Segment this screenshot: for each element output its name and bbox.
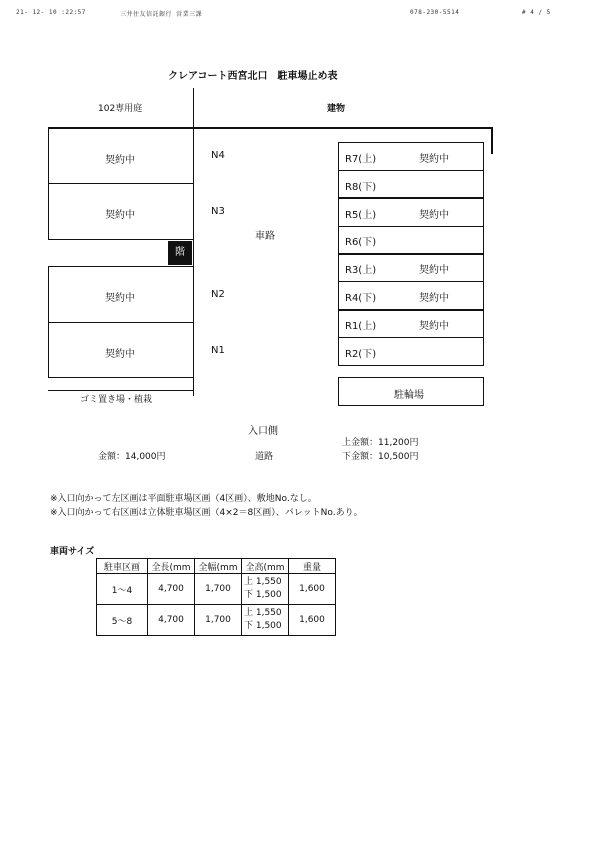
vehicle-size-table — [96, 558, 336, 636]
note-left-area: ※入口向かって左区画は平面駐車場区画（4区画）、敷地No.なし。 — [50, 494, 317, 504]
fax-page: # 4 / 5 — [522, 9, 551, 16]
column-header: 駐車区画 — [97, 559, 148, 574]
space-status-r7: 契約中 — [419, 154, 449, 165]
row-divider — [338, 170, 484, 171]
space-id-r4[interactable]: R4(下) — [345, 293, 377, 304]
height-lower: 下 1,500 — [244, 590, 282, 600]
vehicle-size-title: 車両サイズ — [50, 547, 95, 557]
space-id-r7[interactable]: R7(上) — [345, 154, 377, 165]
driveway-label: 車路 — [255, 231, 275, 242]
pallet-divider — [338, 309, 484, 311]
height-upper: 上 1,550 — [244, 608, 282, 618]
weight-cell: 1,600 — [289, 605, 336, 636]
column-header: 全高(mm — [242, 559, 289, 574]
space-id-n2: N2 — [211, 289, 225, 300]
space-id-n3: N3 — [211, 206, 225, 217]
upper-price: 上金額：11,200円 — [342, 438, 419, 448]
section-cell: 1～4 — [97, 574, 148, 605]
note-right-area: ※入口向かって右区画は立体駐車場区画（4×2＝8区画）、パレットNo.あり。 — [50, 508, 363, 518]
column-header: 全長(mm — [148, 559, 195, 574]
fax-datetime: 21- 12- 10 :22:57 — [16, 9, 86, 16]
height-upper: 上 1,550 — [244, 577, 282, 587]
pallet-divider — [338, 253, 484, 255]
space-id-r3[interactable]: R3(上) — [345, 265, 377, 276]
building-wall-corner — [491, 127, 493, 154]
steps-marker: 階 — [168, 241, 192, 265]
flat-space-status: 契約中 — [105, 349, 135, 360]
space-id-n4: N4 — [211, 150, 225, 161]
flat-price: 金額：14,000円 — [98, 452, 166, 462]
bicycle-parking-label: 駐輪場 — [394, 390, 424, 401]
building-wall-line — [193, 127, 493, 129]
private-garden-label: 102専用庭 — [98, 104, 143, 114]
section-cell: 5～8 — [97, 605, 148, 636]
height-cell — [242, 574, 289, 605]
space-id-r5[interactable]: R5(上) — [345, 210, 377, 221]
lower-price: 下金額：10,500円 — [342, 452, 419, 462]
space-status-r3: 契約中 — [419, 265, 449, 276]
space-id-n1: N1 — [211, 345, 225, 356]
length-cell: 4,700 — [148, 605, 195, 636]
width-cell: 1,700 — [195, 574, 242, 605]
height-cell — [242, 605, 289, 636]
flat-space-status: 契約中 — [105, 293, 135, 304]
column-header: 重量 — [289, 559, 336, 574]
row-divider — [338, 226, 484, 227]
flat-space-n2[interactable] — [48, 266, 194, 323]
row-divider — [338, 337, 484, 338]
fax-sender: 三井住友信託銀行 営業三課 — [120, 11, 203, 18]
space-status-r4: 契約中 — [419, 293, 449, 304]
table-header-row — [97, 559, 336, 574]
height-lower: 下 1,500 — [244, 621, 282, 631]
space-id-r6[interactable]: R6(下) — [345, 237, 377, 248]
fax-number: 078-230-5514 — [410, 9, 460, 16]
space-status-r5: 契約中 — [419, 210, 449, 221]
flat-space-n4[interactable] — [48, 128, 194, 184]
page-title: クレアコート西宮北口 駐車場止め表 — [168, 71, 338, 82]
building-label: 建物 — [327, 104, 346, 114]
garbage-area-label: ゴミ置き場・植栽 — [80, 395, 153, 405]
garbage-boundary-line — [48, 390, 193, 391]
length-cell: 4,700 — [148, 574, 195, 605]
table-row — [97, 605, 336, 636]
space-id-r2[interactable]: R2(下) — [345, 349, 377, 360]
space-id-r8[interactable]: R8(下) — [345, 182, 377, 193]
entrance-label: 入口側 — [248, 426, 278, 437]
space-id-r1[interactable]: R1(上) — [345, 321, 377, 332]
table-row — [97, 574, 336, 605]
width-cell: 1,700 — [195, 605, 242, 636]
flat-space-status: 契約中 — [105, 155, 135, 166]
column-header: 全幅(mm — [195, 559, 242, 574]
row-divider — [338, 281, 484, 282]
flat-space-status: 契約中 — [105, 210, 135, 221]
flat-space-n3[interactable] — [48, 183, 194, 240]
space-status-r1: 契約中 — [419, 321, 449, 332]
flat-space-n1[interactable] — [48, 322, 194, 378]
pallet-divider — [338, 197, 484, 199]
weight-cell: 1,600 — [289, 574, 336, 605]
bicycle-parking-area — [338, 377, 484, 406]
road-label: 道路 — [255, 452, 274, 462]
